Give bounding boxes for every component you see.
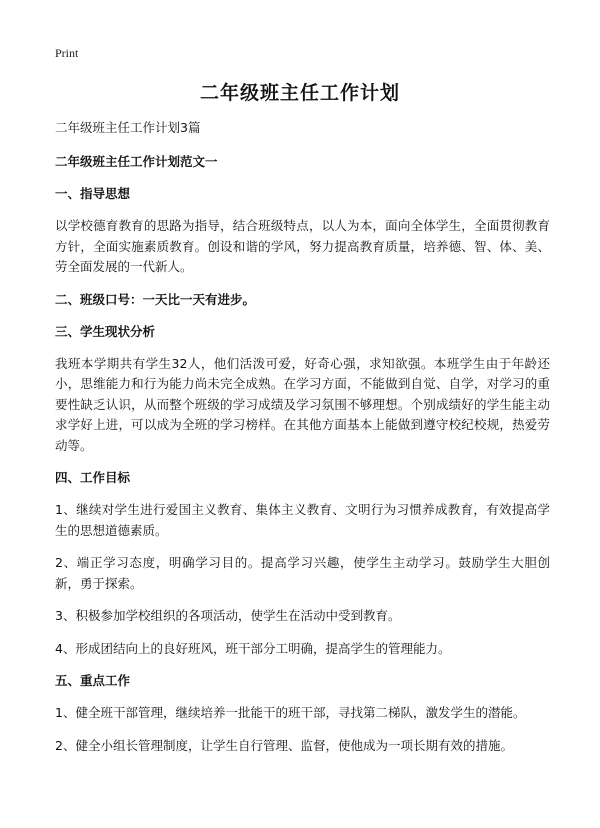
sample-heading: 二年级班主任工作计划范文一 xyxy=(55,154,218,169)
paragraph-goal-2: 2、端正学习态度，明确学习目的。提高学习兴趣，使学生主动学习。鼓励学生大胆创新，勇于探索。 xyxy=(55,555,550,591)
section-heading-work-goals: 四、工作目标 xyxy=(55,470,131,485)
print-link[interactable]: Print xyxy=(55,46,79,60)
paragraph-goal-4: 4、形成团结向上的良好班风，班干部分工明确，提高学生的管理能力。 xyxy=(55,640,451,656)
section-heading-class-slogan: 二、班级口号：一天比一天有进步。 xyxy=(55,291,256,307)
paragraph-guiding-thought: 以学校德育教育的思路为指导，结合班级特点，以人为本，面向全体学生，全面贯彻教育方针，全面实施素质教育。创设和谐的学风，努力提高教育质量，培养德、智、体、美、劳全面发展的一代新人。 xyxy=(55,218,550,274)
paragraph-student-analysis: 我班本学期共有学生32人，他们活泼可爱，好奇心强，求知欲强。本班学生由于年龄还小，思维能力和行为能力尚未完全成熟。在学习方面，不能做到自觉、自学，对学习的重要性缺乏认识，从而整个班级的学习成绩及学习氛围不够理想。个别成绩好的学生能主动求学好上进，可以成为全班的学习榜样。在其他方面基本上能做到遵守校纪校规，热爱劳动等。 xyxy=(55,355,550,453)
section-heading-key-work: 五、重点工作 xyxy=(55,673,131,688)
paragraph-key-work-1: 1、健全班干部管理，继续培养一批能干的班干部，寻找第二梯队，激发学生的潜能。 xyxy=(55,705,526,720)
paragraph-goal-3: 3、积极参加学校组织的各项活动，使学生在活动中受到教育。 xyxy=(55,608,401,623)
page-title: 二年级班主任工作计划 xyxy=(199,82,400,104)
document-body xyxy=(55,118,550,768)
section-heading-guiding-thought: 一、指导思想 xyxy=(55,186,131,201)
paragraph-key-work-2: 2、健全小组长管理制度，让学生自行管理、监督，使他成为一项长期有效的措施。 xyxy=(55,737,513,753)
paragraph-goal-1: 1、继续对学生进行爱国主义教育、集体主义教育、文明行为习惯养成教育，有效提高学生的思想道德素质。 xyxy=(55,502,550,538)
section-heading-student-analysis: 三、学生现状分析 xyxy=(55,323,156,339)
doc-subtitle: 二年级班主任工作计划3篇 xyxy=(55,120,201,135)
